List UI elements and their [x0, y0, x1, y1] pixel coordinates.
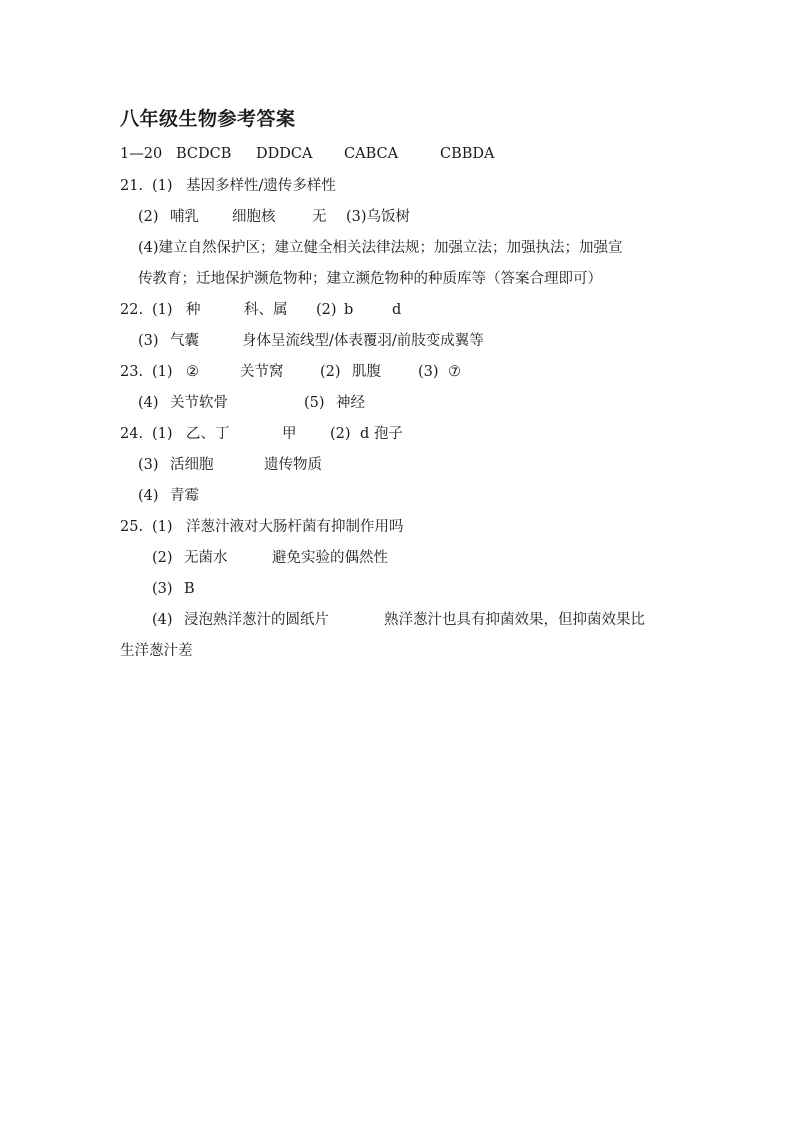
q22-a2-label: (2) [316, 302, 337, 318]
q25-number: 25. [120, 519, 144, 535]
q25-a3-label: (3) [152, 581, 173, 597]
q22-a3-answer-b: 身体呈流线型/体表覆羽/前肢变成翼等 [242, 333, 484, 349]
q24-a1-label: (1) [152, 426, 173, 442]
q23-a4-answer: 关节软骨 [170, 395, 228, 411]
q21-a2-answer-c: 无 [312, 209, 327, 225]
q22-a2-answer-a: b [344, 302, 354, 318]
q24-a3-answer-a: 活细胞 [170, 457, 214, 473]
q25-a4-label: (4) [152, 612, 173, 628]
q21-a4-line-1: (4)建立自然保护区；建立健全相关法律法规；加强立法；加强执法；加强宣 [138, 240, 623, 256]
q24-number: 24. [120, 426, 144, 442]
q24-a3-answer-b: 遗传物质 [264, 457, 322, 473]
q21-a2-answer-b: 细胞核 [232, 209, 276, 225]
q23-a5-answer: 神经 [336, 395, 365, 411]
q23-a5-label: (5) [304, 395, 325, 411]
q21-a3-answer: (3)乌饭树 [346, 209, 411, 225]
q25-line-5 [120, 641, 680, 701]
q25-a2-answer-a: 无菌水 [184, 550, 228, 566]
q25-a4-line-2: 生洋葱汁差 [120, 643, 193, 659]
q25-a2-label: (2) [152, 550, 173, 566]
q24-a2-answer: d 孢子 [360, 426, 403, 442]
q25-a1-answer: 洋葱汁液对大肠杆菌有抑制作用吗 [186, 519, 404, 535]
q23-number: 23. [120, 364, 144, 380]
q22-a1-answer-b: 科、属 [244, 302, 288, 318]
q24-a2-label: (2) [330, 426, 351, 442]
q21-a1-label: (1) [152, 178, 173, 194]
q21-a4-line-2: 传教育；迁地保护濒危物种；建立濒危物种的种质库等（答案合理即可） [138, 271, 602, 287]
q24-a1-answer-b: 甲 [282, 426, 297, 442]
q21-a1-answer: 基因多样性/遗传多样性 [186, 178, 336, 194]
q25-a3-answer: B [184, 581, 195, 597]
q23-a3-label: (3) [418, 364, 439, 380]
q22-a1-answer-a: 种 [186, 302, 201, 318]
mc-group-2: DDDCA [256, 146, 313, 162]
page-title: 八年级生物参考答案 [120, 108, 296, 130]
q24-a3-label: (3) [138, 457, 159, 473]
q24-a1-answer-a: 乙、丁 [186, 426, 230, 442]
q23-a1-answer-a: ② [186, 364, 199, 380]
q24-a4-label: (4) [138, 488, 159, 504]
q22-a2-answer-b: d [392, 302, 402, 318]
q23-a2-answer: 肌腹 [352, 364, 381, 380]
q22-a3-label: (3) [138, 333, 159, 349]
q25-a4-answer-b: 熟洋葱汁也具有抑菌效果，但抑菌效果比 [384, 612, 645, 628]
q21-a2-label: (2) [138, 209, 159, 225]
q23-a1-answer-b: 关节窝 [240, 364, 284, 380]
mc-group-3: CABCA [344, 146, 399, 162]
q22-a3-answer-a: 气囊 [170, 333, 199, 349]
q25-a1-label: (1) [152, 519, 173, 535]
q22-number: 22. [120, 302, 144, 318]
mc-group-1: BCDCB [176, 146, 232, 162]
q21-a2-answer-a: 哺乳 [170, 209, 199, 225]
q23-a1-label: (1) [152, 364, 173, 380]
q25-a2-answer-b: 避免实验的偶然性 [272, 550, 388, 566]
q23-a4-label: (4) [138, 395, 159, 411]
q24-a4-answer: 青霉 [170, 488, 199, 504]
mc-range: 1—20 [120, 146, 163, 162]
q23-a2-label: (2) [320, 364, 341, 380]
q22-a1-label: (1) [152, 302, 173, 318]
q21-number: 21. [120, 178, 144, 194]
mc-group-4: CBBDA [440, 146, 495, 162]
q23-a3-answer: ⑦ [448, 364, 461, 380]
q25-a4-answer-a: 浸泡熟洋葱汁的圆纸片 [184, 612, 329, 628]
